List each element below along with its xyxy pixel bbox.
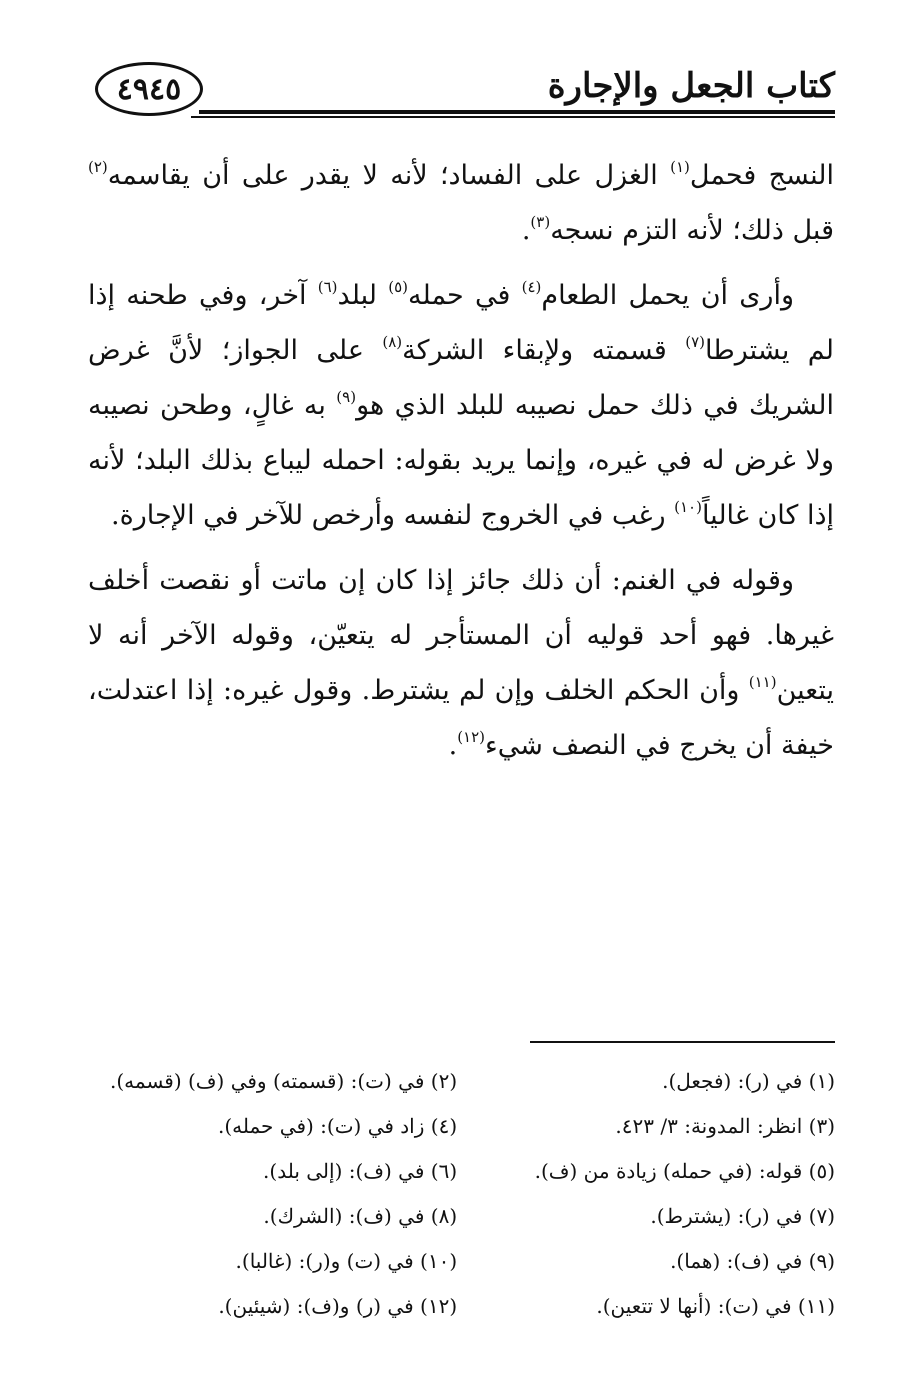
text-run: الغزل على الفساد؛ لأنه لا يقدر على أن يقاسمه <box>107 160 671 191</box>
footnote: (٢) في (ت): (قسمته) وفي (ف) (قسمه). <box>110 1069 458 1093</box>
body-paragraph <box>88 553 834 773</box>
body-paragraph <box>88 148 834 258</box>
footnote-marker: (١٠) <box>674 498 702 516</box>
text-run: به غالٍ، وطحن نصيبه ولا غرض له في غيره، وإنما يريد بقوله: احمله ليباع بذلك البلد؛ لأنه إذا كان غالياً <box>88 390 834 531</box>
footnote: (١٠) في (ت) و(ر): (غالبا). <box>235 1249 458 1273</box>
body-paragraph <box>88 268 834 543</box>
header-rule-thin <box>191 116 835 118</box>
page-header <box>95 62 835 132</box>
text-run: . <box>448 730 458 761</box>
footnote: (٩) في (ف): (هما). <box>670 1249 835 1273</box>
footnote: (١٢) في (ر) و(ف): (شيئين). <box>218 1294 458 1318</box>
footnote-marker: (٥) <box>388 278 409 296</box>
footnote: (١) في (ر): (فجعل). <box>662 1069 835 1093</box>
footnote-marker: (٨) <box>382 333 403 351</box>
page-number: ٤٩٤٥ <box>95 62 203 116</box>
text-run: قسمته ولإبقاء الشركة <box>402 335 686 366</box>
text-run: رغب في الخروج لنفسه وأرخص للآخر في الإجارة. <box>110 500 675 531</box>
text-run: وأن الحكم الخلف وإن لم يشترط. وقول غيره: إذا اعتدلت، خيفة أن يخرج في النصف شيء <box>88 675 834 761</box>
text-run: . <box>521 215 531 246</box>
book-title: كتاب الجعل والإجارة <box>547 66 835 106</box>
text-run: قبل ذلك؛ لأنه التزم نسجه <box>550 215 834 246</box>
text-run: النسج فحمل <box>689 160 834 191</box>
text-run: لبلد <box>337 280 389 311</box>
footnote-marker: (٩) <box>336 388 357 406</box>
footnote-marker: (١١) <box>748 673 777 691</box>
footnote-marker: (١) <box>670 158 690 176</box>
footnotes <box>110 1062 835 1326</box>
footnote: (٨) في (ف): (الشرك). <box>263 1204 458 1228</box>
text-run: وأرى أن يحمل الطعام <box>541 280 794 311</box>
text-run: في حمله <box>408 280 522 311</box>
footnote: (٣) انظر: المدونة: ٣/ ٤٢٣. <box>615 1114 835 1138</box>
footnote: (٤) زاد في (ت): (في حمله). <box>217 1114 458 1138</box>
footnote: (١١) في (ت): (أنها لا تتعين). <box>596 1294 835 1318</box>
footnote: (٥) قوله: (في حمله) زيادة من (ف). <box>534 1159 835 1183</box>
header-rule <box>199 110 835 114</box>
footnote-marker: (٢) <box>88 158 108 176</box>
footnote-separator <box>530 1041 835 1043</box>
main-text <box>88 148 834 783</box>
text-run: آخر، وفي طحنه إذا لم يشترطا <box>88 280 834 366</box>
footnote: (٦) في (ف): (إلى بلد). <box>263 1159 458 1183</box>
footnote-marker: (١٢) <box>457 728 486 746</box>
footnote-marker: (٤) <box>521 278 542 296</box>
footnote-marker: (٣) <box>530 213 551 231</box>
text-run: وقوله في الغنم: أن ذلك جائز إذا كان إن ماتت أو نقصت أخلف غيرها. فهو أحد قوليه أن المستأجر له يتعيّن، وقوله الآخر أنه لا يتعين <box>88 565 834 706</box>
footnote-marker: (٧) <box>685 333 706 351</box>
footnote: (٧) في (ر): (يشترط). <box>650 1204 835 1228</box>
text-run: على الجواز؛ لأنَّ غرض الشريك في ذلك حمل نصيبه للبلد الذي هو <box>88 335 834 421</box>
footnote-marker: (٦) <box>317 278 338 296</box>
